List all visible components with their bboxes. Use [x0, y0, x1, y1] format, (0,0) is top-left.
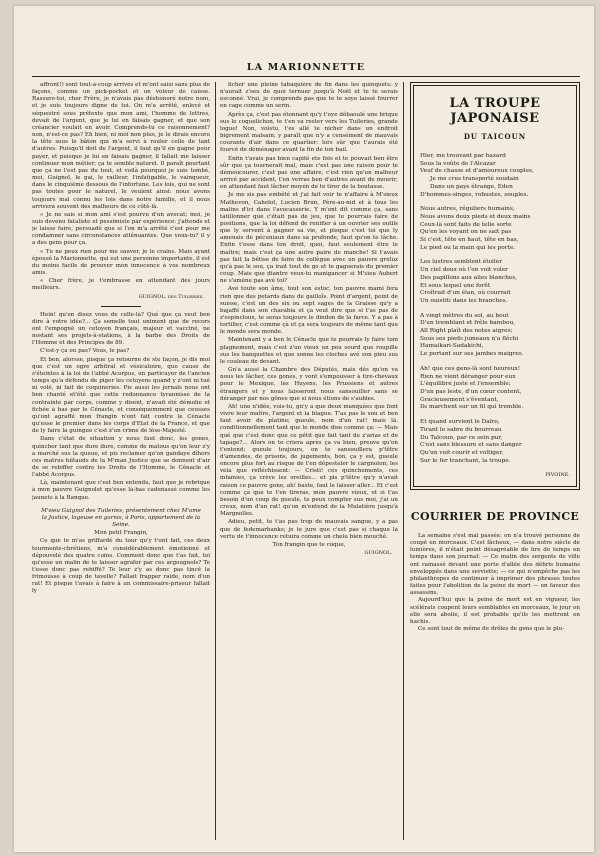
letter-address: M'sieu Guignol des Tuileries, présentement chez M'ame la Justice, logeuse en garnis, à Paris, appartement de la Seine. — [41, 507, 201, 529]
paragraph: C'est-y ça ou pas? Vous, le pas? — [40, 348, 130, 355]
verse: D'hommes-singes, robustes, souples. — [420, 191, 529, 198]
poem-subtitle: DU TAICOUN — [463, 132, 527, 141]
stanza — [420, 259, 570, 305]
verse: Sous ses pieds jumeaux n'a fléchi — [420, 335, 519, 342]
paragraph: Aujourd'hui que la peine de mort est en vigueur, les scélérats coupent leurs semblables en morceaux, le jour on elle sera abolie, il est probable qu'ils les mettront en hachis. — [410, 597, 580, 625]
column-middle — [220, 82, 398, 842]
section-body — [410, 533, 580, 633]
verse: Nous autres, réguliers humains, — [420, 206, 515, 213]
stanza — [420, 366, 570, 412]
verse: All Right plaît des notes aigres; — [420, 328, 513, 335]
verse: Qu'un voit courir et voltiger, — [420, 449, 504, 456]
verse: Des papillons aux ailes blanches, — [420, 274, 518, 281]
verse: A vingt mètres du sol, au bout — [420, 312, 509, 319]
column-divider — [215, 82, 216, 840]
paragraph: Après ça, c'est pas étonnant qu'y t'oye débaoulé une brique sus le coquelichon, te t'en va rester vers les Tuileries, grande logue! Non, voistu, t'es allé te nicher dans un endroit bigrement malsain; y paraît que n'y a censément de mauvais courants d'air dans ce quartier: lors sûr que t'aurais été fourcé de déménager avant la fin de ton bail. — [220, 111, 398, 154]
column-right — [410, 82, 580, 842]
verse: Ils marchent sur un fil qui tremble. — [420, 404, 524, 411]
stanza — [420, 419, 570, 465]
paragraph: « Je ne sais si mon ami s'est pourvu d'un avocat; moi, je suis devenu fataliste et pessimiste par expérience: j'attends et je laisse faire, persuadé que si l'on m'a arrêté c'est pour me condamner sans circonstances atténuantes. Que veux-tu? il y a des gens pour ça. — [32, 211, 210, 247]
poem-title: LA TROUPE JAPONAISE — [449, 96, 541, 126]
stanza — [420, 313, 570, 359]
masthead-title: LA MARIONNETTE — [246, 62, 366, 73]
paragraph: Ce que te m'as griffardé du tour qu'y t'ont fait, ces deux tourmente-chrétiens, m'a considérablement émotionné et dépouvelé des quatre coins. Comment donc que t'as fait, toi qu'esse un malin de te laisser agrafer par ces argougnols? Te t'esse donc pas rebiffé? Te leur z'y as donc pas tincé la frimousse à coup de tavelle? Fallait frapper raide, nom d'un rat! Et pisque t'avais à faire à un commissaire-priseur fallait ly — [32, 538, 210, 595]
verse: Un ciel doux où l'on voit voler — [420, 267, 508, 274]
verse: Je me crus transporté soudain — [430, 176, 519, 183]
verse: Ceux-là sont faits de telle sorte — [420, 221, 512, 228]
separator — [101, 306, 141, 307]
verse: Dans un pays étrange, Eden — [430, 183, 513, 190]
paragraph: « Tu ne peux rien pour me sauver, je le crains. Mais ayant épousé la Marionnette, qui est une personne importante, il est du moins facile de prouver mon innocence à vos nombreux amis. — [32, 248, 210, 277]
paragraph: affront!) sont tout-à-coup arrivés et m'ont saisi sans plus de façons, comme un pick-pocket et un voleur de caisse. Rassure-toi, cher Frère, je n'avais pas déshonoré notre nom, et je suis toujours digne de toi. On m'a arrêté, enlevé et séquestré sous prétexte que mon ami, l'homme de lettres, devait de l'argent, que je lui en faisais gagner, et que son créancier voulait en avoir. Comprends-tu ce raisonnement? non, n'est-ce pas? Eh bien, ni moi non plus, je le dirais encore la tête sous le bâton qui m'a servi à rouler celle de tant d'autres. Puisqu'il doit de l'argent, il faut qu'il en gagne pour payer, et puisque je lui en faisais gagner, il fallait me laisser continuer mon métier; ça te semble naturel. Il paraît pourtant que ça ne l'est pas du tout, et voilà pourquoi je suis tombé, moi, Guignol, le gai, le railleur, l'infatigable, le vainqueur, dans le cinquième dessous de l'infortune. Les lois, qui ne sont pas toutes pour le naturel, le veulent ainsi: nous avons toujours mal connu les lois dans notre famille, et il nous arrivera souvent des malheurs de ce côté-là. — [32, 82, 210, 210]
verse: Du Taïcoun, par ce sein pur, — [420, 434, 503, 441]
salutation: Mon petit Frangin, — [94, 530, 148, 537]
paragraph: Ce sont tout de même de drôles de gens que le plu- — [418, 626, 565, 633]
paragraph: Dans c'état de situation y nous faut donc, les gones, quincher tant que dure dure, comme de matous qu'on leur z'y a marché sus la queue, et pis reclamer qu'on gandaye dîhors ces matrus hiitauds de la M'man Justice que se donnent d'air de se rebiffer contre les Droits de l'Homme, le Cénacle et l'abbé Acorpus. — [32, 436, 210, 479]
verse: Tirant le sabre du bourreau — [420, 426, 502, 433]
column-left — [32, 82, 210, 842]
stanza — [420, 153, 570, 199]
paragraph: « Cher frère, je t'embrasse en attendant des jours meilleurs. — [32, 278, 210, 292]
verse: L'équilibre juste et l'ensemble; — [420, 381, 511, 388]
column-divider — [403, 82, 404, 840]
paragraph: Enfin t'avais pas bien capité ete fois et te pouvait ben être sûr que ça tournerait mal, mais c'est pas une raison pour te démoucourer, c'est pas une affaire, c'est rien qu'un malheur arrivé par accident, t'en verras ben d'autres avant de mourir; en attendant faut lâcher moyen de te tirer de la boutasse. — [220, 155, 398, 191]
poem-signature: PIVOINE. — [545, 472, 570, 479]
signature: GUIGNOL. — [364, 550, 392, 556]
verse: Nous avons deux pieds et deux mains — [420, 213, 531, 220]
verse: Sous la voûte de l'Alcazar — [420, 160, 496, 167]
paragraph: Là, maintenant que c'est ben entendu, faut que je rebrique à mon pauvre Guignolet qu'esse là-bas cadenassé comme les jaunets à la Banque. — [32, 480, 210, 501]
verse: Hier, me trouvant par hazard — [420, 153, 506, 159]
newspaper-page — [14, 6, 594, 852]
verse: Croîtrait d'un élan, où courrait — [420, 290, 511, 297]
verse: Hamaikari-Sadakichi, — [420, 343, 484, 350]
verse: Sur le fer tranchant, la troupe. — [420, 457, 511, 464]
verse: Et quand survient le Daïro, — [420, 419, 500, 426]
verse: Les lustres semblent étoiler — [420, 259, 502, 266]
poem-box — [410, 82, 580, 490]
masthead-rule — [32, 76, 580, 77]
verse: D'un pas leste, d'un cœur content, — [420, 388, 522, 395]
paragraph: Je me sis pas embêté et j'ai fait voir te n'affaire à M'sieux Mathevon, Cahelot, Lucien Brun, Père-au-nid et à tous les malins d'ici dans l'avocasserie. Y m'ont dit comme ça, sans tatillonner que c'était pas de jeu, que te pourrais faire de positions, que la loi défend de renifler à un ouvrier ses outils que ly servent à gagner sa vie, et pisque c'est toi que ly amenais de pécuniaux dans sa profonde, faut qu'on te lâche. Enfin t'esse dans ton droit, quoi, faut seulement être le maître; mais c'est ça une autre paire de manche! Si t'avais pas fait la bêtise de faire de collègue avec un pauvre greluz qu'à pas le sou, ça irait tout de go et te gaguerais du premier coup. Mais que diantre veux-tu manigancer si M'sieu Aubert ne s'amène pas avé toi? — [220, 192, 398, 285]
verse: Un ouistiti dans les branches. — [420, 297, 508, 304]
paragraph: Avé toute son âme, tout son estoc, ton pauvre mami fera rien que des petards dans de gailloîs. Point d'argent, point de suisse, c'est un des six ou sept sages de la Graisse qu'y a bajaffé dans son charabia et ça veut dire que si t'as pas de z'espincloux, te seras toujours le dindon de la farce. Y a pas à tortiller, c'est comme çà et ça sera toujours de même tant que le monde sera monde. — [220, 286, 398, 336]
verse: Gracieusement s'éventant, — [420, 396, 499, 403]
paragraph: La semaine s'est mal passée: on n'a trouvé personne de coupé en morceaux. C'est fâcheux, — dans notre siècle de lumières, il n'était point désagréable de lire de temps en temps dans son journal: — Ce matin des sergents de ville ont ramassé devant une porte d'allée des débris humains enveloppés dans une serviette; — ce qui n'empêche pas les philanthropes de continuer à imprimer des phrases toutes faites pour l'abolition de la peine de mort — en faveur des assassins. — [410, 533, 580, 597]
paragraph: Maintenant y a ben le Cénacle que te pourrais ly faire tom plagnement, mais c'est z'un vieux un peu sourd que roupille sus les banquettes et que sonne les cloches avé son pieu sus le couleau de devant. — [220, 337, 398, 365]
paragraph: ficher une pleine tabaquière de fin dans les quinquets; y n'aurait z'seu de quoi ternuer jusqu'à Noël et te te serais esconné. Vrai, je comprends pas que te te soye laissé fourrer en cage comme un serin. — [220, 82, 398, 110]
section-title: COURRIER DE PROVINCE — [410, 510, 580, 524]
stanza — [420, 206, 570, 252]
paragraph: Ah! une n'idée, vois-tu, gn'y a que deux manquées que font vivre leur maître, l'argent et la blague. T'as pas le sou et ben faut avoir de platine; gueule, nom d'un rat! mais là, conditionnellement tant que le monde dise comme ça: — Mais qué que c'est donc que ce pétit que fait tant de z'arias et de tapage?... Alors on te criera après ça va bien, preuve qu'on t'entend; gueule toujours, on te sansouillera p'têtre d'amendes, de prisons, de jugements, bon, ça y est, gueule encore plus fort au risque de t'en dépesteler le cargnolon; les vela que refléchissent: — Cristi! ces quinchements, ces infamies, ça crève les oreilles... et pis p'têtre qu'y n'avait raison ce pauvre gone, ah! baste, faut le laisser aller... Et c'est comme ça que te t'en tireras, mon pauvre vieux, et si t'as besoin d'un coup de gueule, te peux compter sus moi, j'ai un creux, nom d'un rat! qu'on m'entend de la Mulatière jusqu'à Margnolles. — [220, 403, 398, 518]
verse: Ah! que ces gens-là sont heureux! — [420, 365, 521, 372]
signature: GUIGNOL, des Tuileries. — [138, 293, 204, 300]
poem-body — [420, 153, 570, 480]
verse: Qu'en les voyant on ne sait pas — [420, 229, 512, 236]
verse: Le portant sur ses jambes maigres. — [420, 351, 524, 358]
paragraph: Gn'a aussi la Chambre des Députés, mais dès qu'on va nous les lâcher, ces gones, y vont s'empousser à tire-chevaux pour le Mexique, les Huyens, les Prussiens et autres étrangers et y nous laisseront nous sansouiller sans se déranger par nos gônes que si nous étions de s'aubles. — [220, 367, 398, 402]
paragraph: Hein! qu'en disez vous de celle-là? Qué que ça veut ben dire à votre idée?... Ça semelle tout uniment que de recors ont l'empogné un cetoyen français, majeur et vacciné, ne nostant ses projets-à-stations, à la barbe des Droits de l'Homme et des Principes de 89. — [32, 311, 210, 347]
verse: Le pied ou la main qui les porte. — [420, 244, 516, 251]
verse: D'un tremblant et frêle bambou, — [420, 320, 516, 327]
verse: Rien ne vient déranger pour eux — [420, 373, 516, 380]
closing: Ton frangin que te coque, — [272, 541, 346, 548]
verse: C'est sans blessure et sans danger — [420, 442, 522, 449]
paragraph: Et ben, alorsse, pisque ça retourne de ste façon, je dis moi que c'est un ogre arbitral et vésicatoire, que cause de s'éteintes à la loi de l'abbé Acorpus, un particuyer de l'ancien temps qu'a défendu de piger les cetoyens quand y z'ont ni tué ni volé, ni fait de coquineries. Pis aussi les jornals nous ont ben chanté et'été que cette redonnance tyrannisse de la contrainte par corps, comme y disent, n'avait été démolie et fichée à bas par le Cénacle, et conséquemment que ceusses qu'ont agraffé mon frangin n'ont fait contre le Cénacle qu'esse le premier dans les corps d'Etat de la France, et que de ly faire la guingue c'est z'un crime de lèse-Majesté. — [32, 356, 210, 435]
verse: Et sous lequel une forêt — [420, 282, 491, 289]
paragraph: Adieu, petit, te t'as pas trop de mauvais sangue, y a pas que de fedemarbanks; je te jure que c'est pas si chaque la vertu de t'innocence retuira comme un chelu bien mouché. — [220, 519, 398, 540]
verse: Si c'est, tête en haut, tête en bas, — [420, 237, 519, 244]
verse: Veuf de chasse et d'amoureux couples, — [420, 168, 534, 175]
